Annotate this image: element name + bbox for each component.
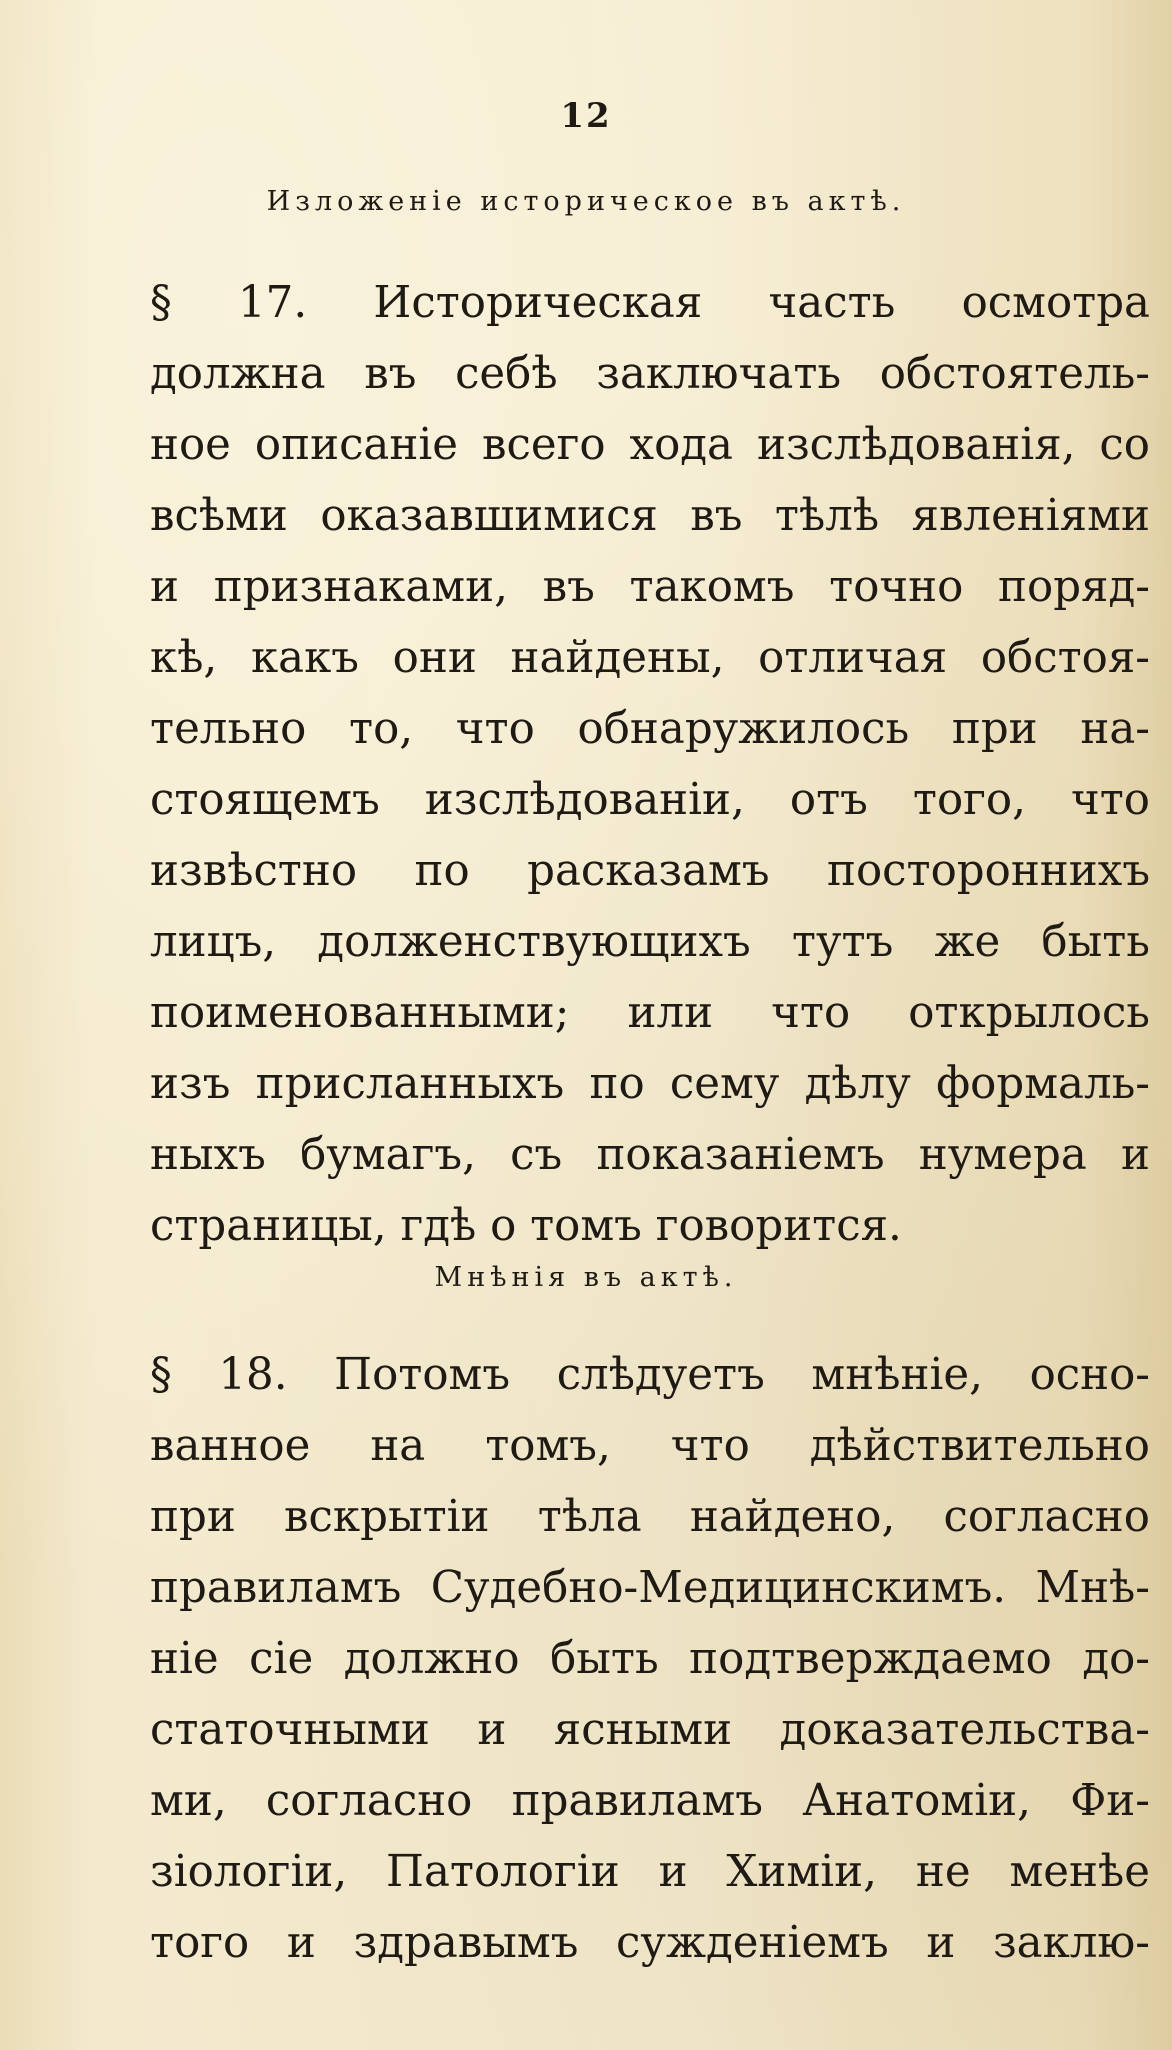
paragraph-18 bbox=[150, 1340, 1150, 1979]
text-line: правиламъ Судебно-Медицинскимъ. Мнѣ- bbox=[150, 1563, 1150, 1613]
text-line: при вскрытіи тѣла найдено, согласно bbox=[150, 1492, 1150, 1542]
text-line: кѣ, какъ они найдены, отличая обстоя- bbox=[150, 633, 1150, 683]
text-line: ное описаніе всего хода изслѣдованія, со bbox=[150, 420, 1150, 470]
text-line: ніе сіе должно быть подтверждаемо до- bbox=[150, 1634, 1150, 1684]
paragraph-17 bbox=[150, 268, 1150, 1262]
section-heading-opinions: Мнѣнія въ актѣ. bbox=[434, 1262, 738, 1293]
text-line: того и здравымъ сужденіемъ и заклю- bbox=[150, 1918, 1150, 1968]
text-line: ныхъ бумагъ, съ показаніемъ нумера и bbox=[150, 1130, 1150, 1180]
page-number: 12 bbox=[560, 96, 612, 136]
text-line: тельно то, что обнаружилось при на- bbox=[150, 704, 1150, 754]
text-line: § 17. Историческая часть осмотра bbox=[150, 278, 1150, 328]
text-line: страницы, гдѣ о томъ говорится. bbox=[150, 1201, 902, 1251]
text-line: лицъ, долженствующихъ тутъ же быть bbox=[150, 917, 1150, 967]
text-line: стоящемъ изслѣдованіи, отъ того, что bbox=[150, 775, 1150, 825]
text-line: должна въ себѣ заключать обстоятель- bbox=[150, 349, 1150, 399]
text-line: извѣстно по расказамъ постороннихъ bbox=[150, 846, 1150, 896]
text-line: всѣми оказавшимися въ тѣлѣ явленіями bbox=[150, 491, 1150, 541]
text-line: ванное на томъ, что дѣйствительно bbox=[150, 1421, 1150, 1471]
text-line: и признаками, въ такомъ точно поряд- bbox=[150, 562, 1150, 612]
text-line: статочными и ясными доказательства- bbox=[150, 1705, 1150, 1755]
text-line: изъ присланныхъ по сему дѣлу формаль- bbox=[150, 1059, 1150, 1109]
section-heading-historical: Изложеніе историческое въ актѣ. bbox=[266, 186, 906, 217]
text-line: ми, согласно правиламъ Анатоміи, Фи- bbox=[150, 1776, 1150, 1826]
text-line: поименованными; или что открылось bbox=[150, 988, 1150, 1038]
text-line: зіологіи, Патологіи и Химіи, не менѣе bbox=[150, 1847, 1150, 1897]
text-line: § 18. Потомъ слѣдуетъ мнѣніе, осно- bbox=[150, 1350, 1150, 1400]
